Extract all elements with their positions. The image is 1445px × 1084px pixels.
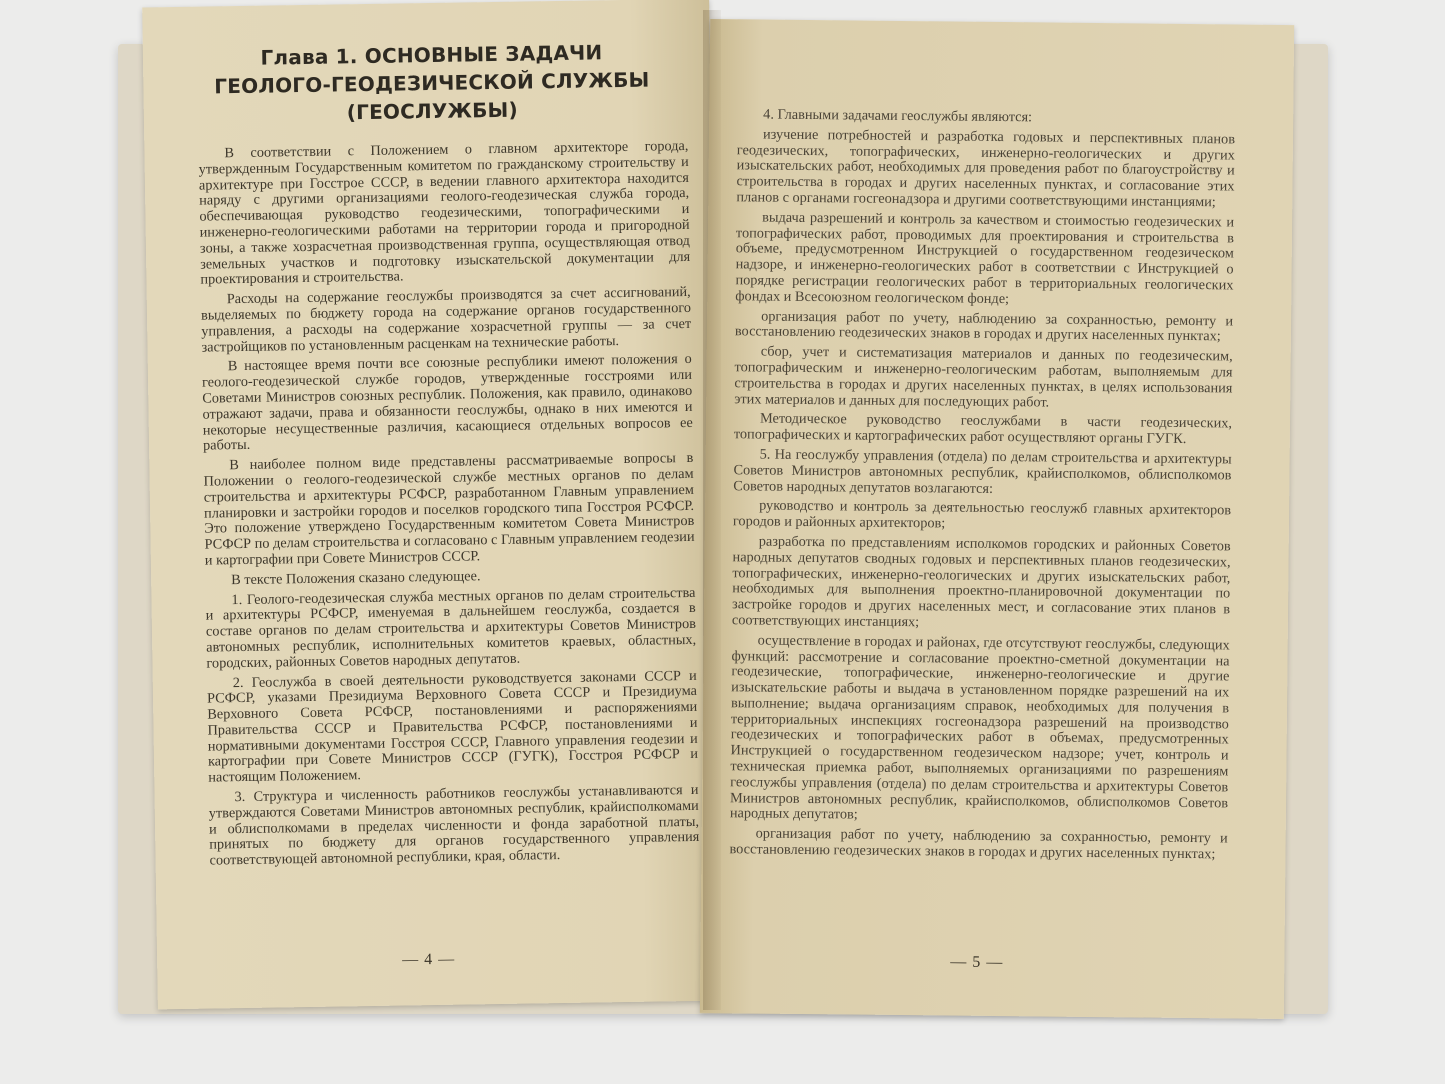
right-page-body — [729, 107, 1235, 867]
page-number-left: — 4 — — [402, 950, 456, 969]
heading-line-3: (ГЕОСЛУЖБЫ) — [346, 97, 519, 125]
paragraph: В наиболее полном виде представлены рассматриваемые вопросы в Положении о геолого-геодезической службе местных органов по делам строительства и архитектуры РСФСР, разработанном Главным управлением планировки и застройки городов и поселков городского типа Госстроя РСФСР. Это положение утверждено Государственным комитетом Совета Министров РСФСР по делам строительства и согласовано с Главным управлением геодезии и картографии при Совете Министров СССР. — [203, 450, 695, 569]
paragraph: 5. На геослужбу управления (отдела) по делам строительства и архитектуры Советов Министров автономных республик, крайисполкомов, облисполкомов Советов народных депутатов возлагаются: — [733, 446, 1232, 497]
paragraph: 1. Геолого-геодезическая служба местных органов по делам строительства и архитектуры РСФСР, именуемая в дальнейшем геослужба, создается в составе органов по делам строительства и архитектуры Советов Министров автономных республик, исполнительных комитетов краевых, областных, городских, районных Советов народных депутатов. — [205, 584, 697, 672]
paragraph: руководство и контроль за деятельностью геослужб главных архитекторов городов и районных архитекторов; — [732, 497, 1232, 532]
paragraph: организация работ по учету, наблюдению за сохранностью, ремонту и восстановлению геодезических знаков в городах и других населенных пунктах; — [734, 308, 1234, 345]
paragraph: выдача разрешений и контроль за качеством и стоимостью геодезических и топографических работ, проводимых для проектирования и строительства в объеме, предусмотренном Инструкцией о государственном геодезическом надзоре, и инженерно-геологических работ в соответствии с Инструкцией о порядке регистрации геологических работ в территориальных геологических фондах и Всесоюзном геологическом фонде; — [735, 209, 1235, 307]
paragraph: Методическое руководство геослужбами в части геодезических, топографических и картографических работ осуществляют органы ГУГК. — [733, 410, 1233, 448]
book-gutter — [703, 10, 721, 1010]
paragraph: изучение потребностей и разработка годовых и перспективных планов геодезических, топографических, инженерно-геологических и других изыскательских работ, необходимых для проведения работ по благоустройству и строительства в городах и других населенных пунктах, и согласование этих планов с органами госгеонадзора и другими соответствующими инстанциями; — [736, 126, 1236, 211]
paragraph: сбор, учет и систематизация материалов и данных по геодезическим, топографическим и инженерно-геологическим работам, выполняемым для строительства в городах и других населенных пунктах, в целях использования этих материалов и данных для последующих работ. — [734, 343, 1233, 411]
paragraph: 4. Главными задачами геослужбы являются: — [763, 106, 1033, 126]
left-page-body — [198, 139, 699, 874]
paragraph: 3. Структура и численность работников геослужбы устанавливаются и утверждаются Советами Министров автономных республик, крайисполкомами и облисполкомами в пределах численности и фонда заработной платы, принятых по бюджету для органов государственного управления соответствующей автономной республики, края, области. — [208, 781, 700, 869]
paragraph: В настоящее время почти все союзные республики имеют положения о геолого-геодезической службе городов, утвержденные госстроями или Советами Министров союзных республик. Положения, как правило, одинаково отражают задачи, права и обязанности геослужбы, однако в них имеются и некоторые несущественные различия, касающиеся отдельных вопросов ее работы. — [201, 351, 693, 454]
heading-line-1: Глава 1. ОСНОВНЫЕ ЗАДАЧИ — [260, 40, 603, 70]
paragraph: осуществление в городах и районах, где отсутствуют геослужбы, следующих функций: рассмотрение и согласование проектно-сметной документации на геодезические, топографические, инженерно-геологические и другие изыскательские работы и выдача в установленном порядке разрешений на их выполнение; выдача организациям справок, необходимых для получения в территориальных инспекциях госгеонадзора разрешений на производство геодезических и топографических работ в объемах, предусмотренных Инструкцией о государственном геодезическом надзоре; учет, контроль и техническая приемка работ, выполняемых организациями по разрешениям геослужбы управления (отдела) по делам строительства и архитектуры Советов Министров автономных республик, крайисполкомов, облисполкомов Советов народных депутатов; — [729, 632, 1230, 824]
paragraph: Расходы на содержание геослужбы производятся за счет ассигнований, выделяемых по бюджету города на содержание органов государственного управления, а расходы на содержание хозрасчетной группы — за счет застройщиков по установленным расценкам на технические работы. — [200, 284, 692, 356]
paragraph: 2. Геослужба в своей деятельности руководствуется законами СССР и РСФСР, указами Президиума Верховного Совета СССР и Президиума Верховного Совета РСФСР, постановлениями и распоряжениями Правительства СССР и Правительства РСФСР, постановлениями и нормативными документами Госстроя СССР, Главного управления геодезии и картографии при Совете Министров СССР (ГУГК), Госстроя РСФСР и настоящим Положением. — [206, 667, 699, 786]
paragraph: организация работ по учету, наблюдению за сохранностью, ремонту и восстановлению геодезических знаков в городах и других населенных пунктах; — [729, 825, 1228, 863]
heading-line-2: ГЕОЛОГО-ГЕОДЕЗИЧЕСКОЙ СЛУЖБЫ — [214, 67, 650, 99]
paragraph: разработка по представлениям исполкомов городских и районных Советов народных депутатов сводных годовых и перспективных планов геодезических, топографических, инженерно-геологических и других изыскательских работ, необходимых для выполнения проектно-планировочной документации по застройке городов и других населенных мест, и согласование этих планов в соответствующих инстанциях; — [731, 533, 1231, 631]
left-page — [142, 0, 725, 1009]
chapter-heading — [183, 37, 681, 129]
paragraph: В соответствии с Положением о главном архитекторе города, утвержденным Государственным комитетом по гражданскому строительству и архитектуре при Госстрое СССР, в ведении главного архитектора находится наряду с другими организациями геолого-геодезическая служба города, обеспечивающая руководство геодезическими, топографическими и инженерно-геологическими работами на территории города и пригородной зоны, а также хозрасчетная производственная группа, осуществляющая отвод земельных участков и подготовку изыскательской документации для проектирования и строительства. — [198, 137, 691, 289]
paragraph: В тексте Положения сказано следующее. — [231, 567, 481, 588]
right-page — [700, 19, 1294, 1019]
page-number-right: — 5 — — [950, 953, 1004, 972]
